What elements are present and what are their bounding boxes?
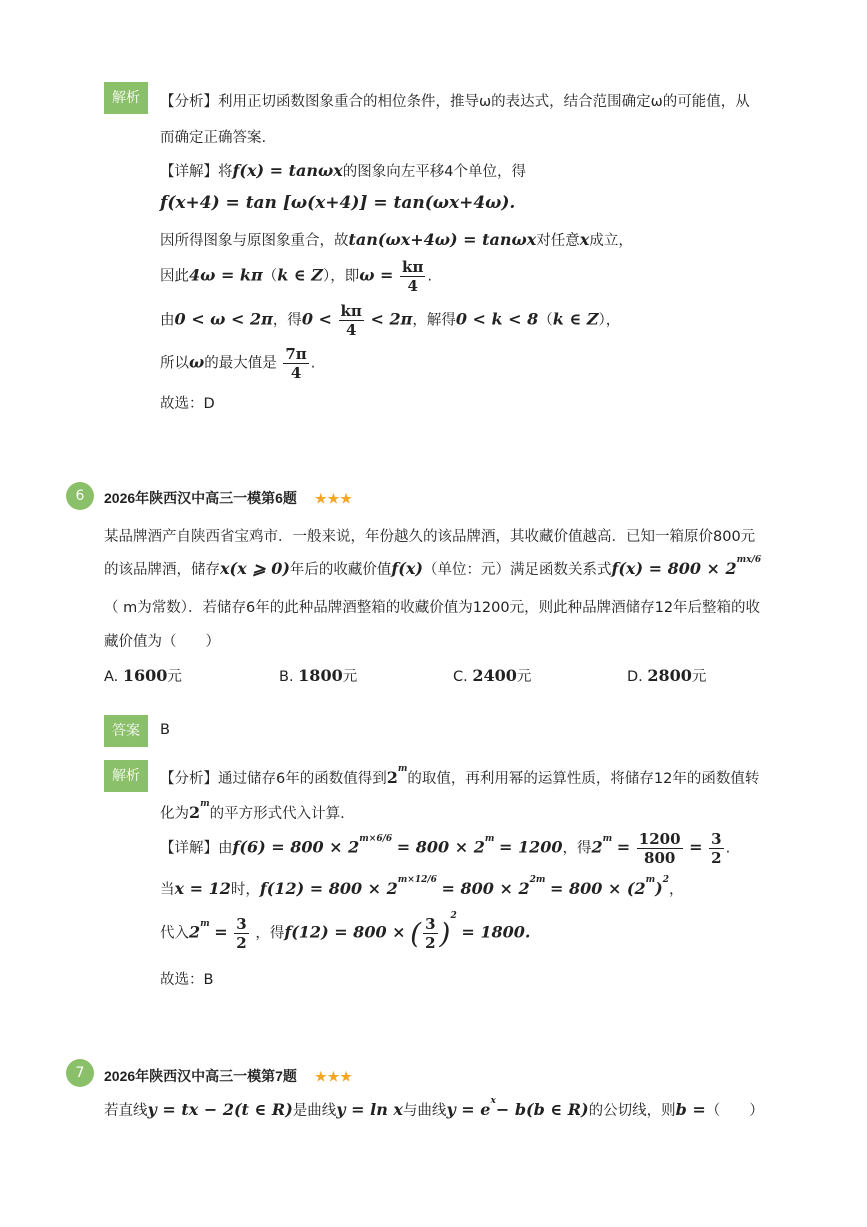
text: 若直线 <box>104 1103 148 1119</box>
math-expr: f(x) <box>391 559 423 578</box>
denominator: 4 <box>346 321 357 339</box>
math-expr: ) <box>655 879 663 898</box>
option-label: B. <box>279 669 294 685</box>
text: ，得 <box>562 840 592 857</box>
math-expr: 0 < ω < 2π <box>174 309 273 329</box>
text: ）， <box>598 312 621 329</box>
text: ，得 <box>272 312 302 329</box>
denominator: 2 <box>711 849 722 867</box>
numerator: kπ <box>340 302 362 320</box>
text: 化为 <box>160 806 189 822</box>
denominator: 800 <box>644 849 676 867</box>
conclusion-q5: 故选：D <box>160 396 215 412</box>
fraction <box>283 345 308 382</box>
option-label: D. <box>627 669 643 685</box>
detail-line-1 <box>160 160 526 181</box>
exponent: 2 <box>662 875 669 886</box>
conclusion-q6: 故选：B <box>160 972 214 988</box>
answer-value: B <box>160 722 170 738</box>
option-label: A. <box>104 669 119 685</box>
option-label: C. <box>453 669 468 685</box>
option-c[interactable] <box>453 665 531 686</box>
math-expr: 4ω = kπ <box>189 265 263 285</box>
fraction <box>709 830 723 867</box>
denominator: 4 <box>290 364 302 382</box>
text: 当 <box>160 882 175 898</box>
fraction <box>423 915 437 952</box>
math-expr: = <box>214 922 228 942</box>
detail-prefix: 【详解】将 <box>160 164 233 180</box>
text: （ ） <box>705 1103 764 1119</box>
text: ，解得 <box>412 312 456 329</box>
math-expr: tan(ωx+4ω) = tanωx <box>348 230 537 249</box>
detail-line-5 <box>160 302 620 339</box>
math-expr: f(12) = 800 × 2 <box>259 879 398 898</box>
numerator: 7π <box>285 345 307 363</box>
exponent: m <box>200 799 210 810</box>
title-text: 2026年陕西汉中高三一模第7题 <box>104 1068 297 1084</box>
detail-suffix: 的图象向左平移4个单位，得 <box>342 164 527 180</box>
explanation-tag: 解析 <box>104 82 148 114</box>
exponent: 2 <box>450 910 457 921</box>
text: 年后的收藏价值 <box>289 562 392 578</box>
text: 因所得图象与原图象重合，故 <box>160 233 349 249</box>
math-expr: = 800 × 2 <box>396 837 485 857</box>
detail-line-1: 【详解】由$f(6) = 800 \times 2^{m\times 6/6} = 800 \times 2^m = 1200$，得2$^m$ = $\frac{1200}{800}$ = $\frac{3}{2}$ . <box>160 830 731 867</box>
option-unit: 元 <box>516 669 532 685</box>
stem-line-1: 某品牌酒产自陕西省宝鸡市．一般来说，年份越久的该品牌酒，其收藏价值越高．已知一箱原价800元 <box>104 529 756 545</box>
text: 成立， <box>589 233 633 249</box>
denominator: 2 <box>236 934 247 952</box>
exponent: mx/6 <box>736 555 762 566</box>
detail-line-4: 因此4ω = kπ（k ∈ Z），即ω = $\frac{k\pi}{4}$ . <box>160 258 433 295</box>
text: 的最大值是 <box>204 355 277 372</box>
analysis-line-1: 【分析】利用正切函数图象重合的相位条件，推导ω的表达式，结合范围确定ω的可能值，从 <box>160 94 750 110</box>
text: （单位：元）满足函数关系式 <box>422 562 612 578</box>
fraction <box>400 258 425 295</box>
denominator: 2 <box>425 934 436 952</box>
fraction <box>339 302 364 339</box>
difficulty-stars: ★★★ <box>314 1069 353 1084</box>
option-unit: 元 <box>342 669 358 685</box>
option-value: 2400 <box>472 666 517 685</box>
numerator: kπ <box>402 258 424 276</box>
math-expr: y = tx − 2(t ∈ R) <box>147 1100 293 1119</box>
math-expr: 2 <box>591 837 603 857</box>
math-expr: = 800 × 2 <box>441 879 530 898</box>
stem-line-3: （ m为常数）．若储存6年的此种品牌酒整箱的收藏价值为1200元，则此种品牌酒储存12年后整箱的收 <box>104 600 761 616</box>
text: 的公切线，则 <box>588 1103 676 1119</box>
exponent: m×12/6 <box>397 875 437 886</box>
text: 【分析】通过储存6年的函数值得到 <box>160 771 387 787</box>
text: ， <box>669 882 684 898</box>
text: 的平方形式代入计算. <box>209 806 345 822</box>
math-expr: 2 <box>189 803 201 822</box>
text: ），即 <box>322 268 360 285</box>
detail-line-3 <box>160 229 633 250</box>
math-expr: k ∈ Z <box>552 309 599 329</box>
detail-line-6: 所以ω的最大值是 $\frac{7\pi}{4}$ . <box>160 345 316 382</box>
detail-line-3 <box>160 910 531 952</box>
exponent: m <box>397 764 408 775</box>
math-expr: ω = <box>359 265 394 285</box>
option-unit: 元 <box>691 669 707 685</box>
option-b[interactable] <box>279 665 357 686</box>
exponent: m×6/6 <box>359 833 393 844</box>
math-expr: x = 12 <box>174 879 231 898</box>
math-expr: = 800 × (2 <box>550 879 646 898</box>
question-title-7 <box>104 1066 353 1086</box>
math-expr: 2 <box>386 768 398 787</box>
stem-line-1 <box>104 1096 764 1120</box>
text: 的取值，再利用幂的运算性质，将储存12年的函数值转 <box>407 771 760 787</box>
option-unit: 元 <box>167 669 182 685</box>
question-number-6: 6 <box>66 482 94 510</box>
text: 由 <box>160 312 175 329</box>
math-expr: = <box>689 837 703 857</box>
math-expr: 0 < <box>301 309 332 329</box>
math-expr: = 1200 <box>498 837 563 857</box>
option-d[interactable] <box>627 665 706 686</box>
stem-line-2 <box>104 555 762 579</box>
text: （ <box>262 268 278 285</box>
difficulty-stars: ★★★ <box>314 491 353 506</box>
text: 所以 <box>160 355 189 372</box>
exponent: x <box>490 1096 496 1107</box>
option-value: 2800 <box>647 666 692 685</box>
text: 【详解】由 <box>160 840 233 857</box>
explanation-tag: 解析 <box>104 760 148 792</box>
math-expr: < 2π <box>370 309 413 329</box>
math-var: x <box>579 230 590 249</box>
math-expr: y = ln x <box>336 1100 403 1119</box>
stem-line-4: 藏价值为（ ） <box>104 634 220 650</box>
numerator: 3 <box>236 915 247 933</box>
text: 对任意 <box>536 233 580 249</box>
analysis-line-1 <box>160 764 760 788</box>
numerator: 3 <box>425 915 436 933</box>
math-expr: f(12) = 800 × <box>284 922 406 942</box>
right-paren: ) <box>439 917 451 950</box>
math-var: ω <box>189 352 205 372</box>
numerator: 1200 <box>638 830 681 848</box>
math-expr: = 1800. <box>461 922 531 942</box>
exponent: m <box>602 833 613 844</box>
math-expr: 0 < k < 8 <box>455 309 539 329</box>
math-fx: f(x) = tanωx <box>232 161 343 180</box>
option-value: 1800 <box>298 666 343 685</box>
title-text: 2026年陕西汉中高三一模第6题 <box>104 490 297 506</box>
math-expr: 2 <box>189 922 201 942</box>
text: 代入 <box>160 925 189 942</box>
denominator: 4 <box>407 277 418 295</box>
text: 与曲线 <box>402 1103 447 1119</box>
text: ，得 <box>255 925 285 942</box>
detail-line-2 <box>160 875 684 899</box>
analysis-line-2: 而确定正确答案. <box>160 130 267 146</box>
text: （ <box>538 312 553 329</box>
math-expr: = <box>616 837 631 857</box>
fraction <box>234 915 248 952</box>
option-a[interactable] <box>104 665 182 686</box>
math-expr: x(x ⩾ 0) <box>220 559 290 578</box>
equation-shift: f(x+4) = tan [ω(x+4)] = tan(ωx+4ω). <box>160 193 516 213</box>
math-expr: y = e <box>446 1100 491 1119</box>
exponent: m <box>645 875 656 886</box>
question-number-7: 7 <box>66 1059 94 1087</box>
answer-tag: 答案 <box>104 715 148 747</box>
text: 的该品牌酒，储存 <box>104 562 220 578</box>
option-value: 1600 <box>122 666 168 685</box>
math-expr: k ∈ Z <box>277 265 323 285</box>
exponent: m <box>200 918 210 929</box>
exponent: m <box>484 833 495 844</box>
text: 时， <box>230 882 260 898</box>
math-expr: − b(b ∈ R) <box>495 1100 589 1119</box>
analysis-line-2 <box>160 799 345 823</box>
question-title-6 <box>104 488 353 508</box>
math-expr: f(6) = 800 × 2 <box>232 837 360 857</box>
text: 因此 <box>160 268 189 285</box>
exponent: 2m <box>529 875 546 886</box>
math-expr: f(x) = 800 × 2 <box>611 559 737 578</box>
fraction <box>637 830 683 867</box>
text: 是曲线 <box>292 1103 337 1119</box>
left-paren: ( <box>410 917 422 950</box>
math-expr: b = <box>675 1100 706 1119</box>
numerator: 3 <box>711 830 722 848</box>
